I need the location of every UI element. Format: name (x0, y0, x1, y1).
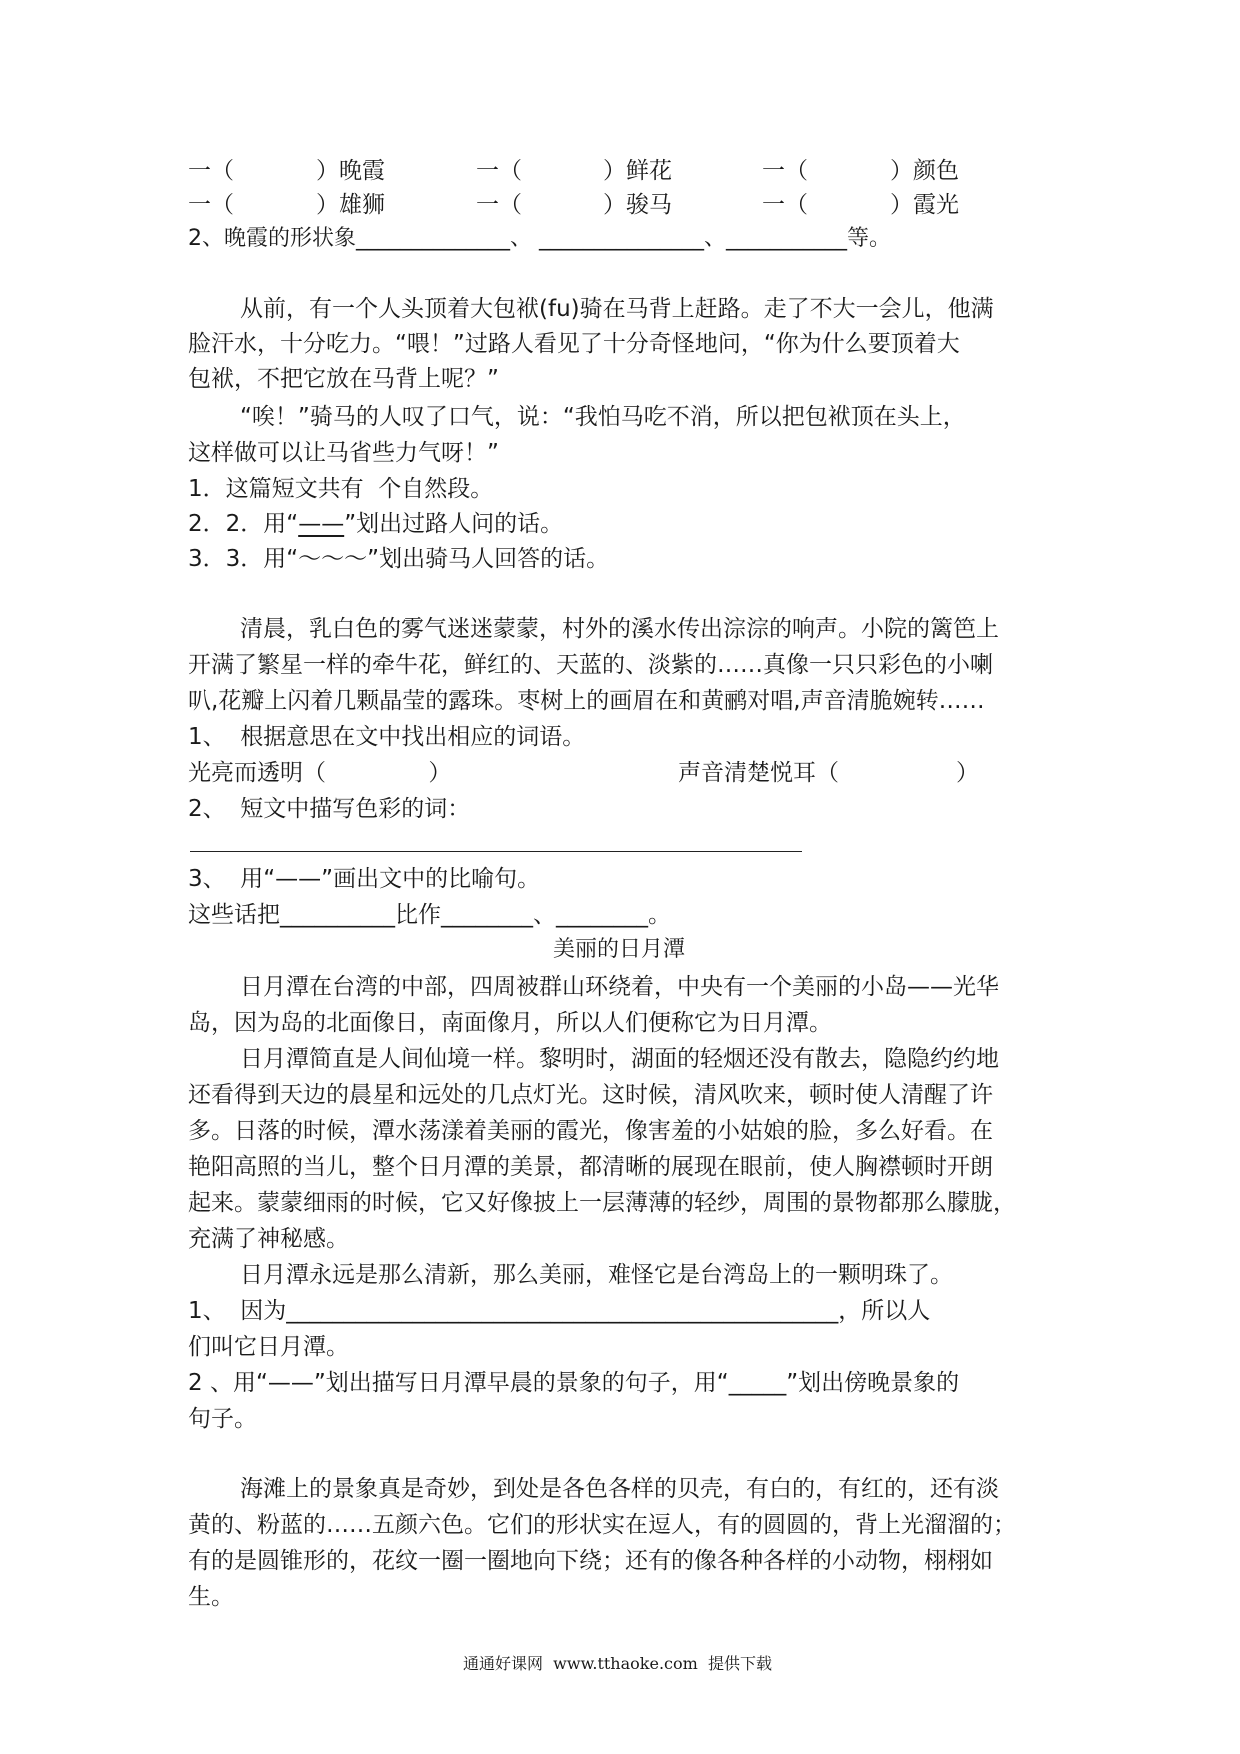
story-question-1: 1．这篇短文共有 个自然段。 (188, 476, 494, 502)
answer-line (190, 851, 802, 852)
story-question-2-text: 2．2．用“ (188, 511, 299, 537)
footer-credit: 通通好课网 www.tthaoke.com 提供下载 (463, 1654, 772, 1673)
sun-moon-lake-question-2-text-end: ”划出傍晚景象的 (786, 1370, 960, 1396)
measure-word-row1-blank1-open: 一（ (188, 158, 234, 184)
measure-word-row2-noun1: ）雄狮 (316, 192, 385, 218)
sun-moon-lake-paragraph-line: 充满了神秘感。 (188, 1226, 349, 1252)
morning-paragraph-line: 开满了繁星一样的牵牛花，鲜红的、天蓝的、淡紫的……真像一只只彩色的小喇 (188, 652, 993, 678)
sun-moon-lake-question-1: 1、 因为________________________________________________，所以人 (188, 1298, 931, 1324)
story-question-2-text-end: ”划出过路人问的话。 (344, 511, 564, 537)
sun-moon-lake-question-1-cont: 们叫它日月潭。 (188, 1334, 349, 1360)
passage-title: 美丽的日月潭 (553, 937, 686, 962)
beach-paragraph-line: 生。 (188, 1584, 234, 1610)
measure-word-row1-noun1: ）晚霞 (316, 158, 385, 184)
story-paragraph-line: 从前，有一个人头顶着大包袱(fu)骑在马背上赶路。走了不大一会儿，他满 (240, 296, 994, 322)
sun-moon-lake-question-2-cont: 句子。 (188, 1406, 257, 1432)
sun-moon-lake-question-2 (188, 1366, 959, 1400)
morning-question-3: 3、 用“——”画出文中的比喻句。 (188, 866, 541, 892)
sun-moon-lake-paragraph-line: 多。日落的时候，潭水荡漾着美丽的霞光，像害羞的小姑娘的脸，多么好看。在 (188, 1118, 993, 1144)
story-paragraph-line: 包袱，不把它放在马背上呢？” (188, 366, 499, 392)
morning-question-1-left: 光亮而透明（ ） (188, 760, 452, 786)
morning-paragraph-line: 叭,花瓣上闪着几颗晶莹的露珠。枣树上的画眉在和黄鹂对唱,声音清脆婉转…… (188, 688, 985, 714)
measure-word-row1-noun2: ）鲜花 (603, 158, 672, 184)
measure-word-row2-noun2: ）骏马 (603, 192, 672, 218)
sun-moon-lake-paragraph-line: 艳阳高照的当儿，整个日月潭的美景，都清晰的展现在眼前，使人胸襟顿时开朗 (188, 1154, 993, 1180)
story-question-3: 3．3．用“～～～”划出骑马人回答的话。 (188, 546, 610, 572)
underline-mark: _____ (728, 1370, 787, 1396)
measure-word-row1-blank3-open: 一（ (762, 158, 808, 184)
story-paragraph-line: 这样做可以让马省些力气呀！” (188, 440, 499, 466)
measure-word-row2-blank2-open: 一（ (476, 192, 522, 218)
beach-paragraph-line: 有的是圆锥形的，花纹一圈一圈地向下绕；还有的像各种各样的小动物，栩栩如 (188, 1548, 993, 1574)
sunset-shape-question: 2、晚霞的形状象______________、 _______________、___________等。 (188, 226, 891, 251)
sun-moon-lake-paragraph-line: 岛，因为岛的北面像日，南面像月，所以人们便称它为日月潭。 (188, 1010, 832, 1036)
sun-moon-lake-paragraph-line: 还看得到天边的晨星和远处的几点灯光。这时候，清风吹来，顿时使人清醒了许 (188, 1082, 993, 1108)
measure-word-row2-blank1-open: 一（ (188, 192, 234, 218)
measure-word-row2-noun3: ）霞光 (890, 192, 959, 218)
measure-word-row2-blank3-open: 一（ (762, 192, 808, 218)
sun-moon-lake-paragraph-line: 日月潭永远是那么清新，那么美丽，难怪它是台湾岛上的一颗明珠了。 (240, 1262, 953, 1288)
measure-word-row1-blank2-open: 一（ (476, 158, 522, 184)
beach-paragraph-line: 黄的、粉蓝的……五颜六色。它们的形状实在逗人，有的圆圆的，背上光溜溜的； (188, 1512, 1016, 1538)
sun-moon-lake-paragraph-line: 日月潭简直是人间仙境一样。黎明时，湖面的轻烟还没有散去，隐隐约约地 (240, 1046, 999, 1072)
morning-question-1: 1、 根据意思在文中找出相应的词语。 (188, 724, 586, 750)
story-paragraph-line: “唉！”骑马的人叹了口气，说：“我怕马吃不消，所以把包袱顶在头上， (240, 404, 966, 430)
sun-moon-lake-question-2-text: 2 、用“——”划出描写日月潭早晨的景象的句子，用“ (188, 1370, 729, 1396)
morning-question-2: 2、 短文中描写色彩的词： (188, 796, 471, 822)
morning-question-1-right: 声音清楚悦耳（ ） (678, 760, 979, 786)
morning-paragraph-line: 清晨，乳白色的雾气迷迷蒙蒙，村外的溪水传出淙淙的响声。小院的篱笆上 (240, 616, 999, 642)
story-paragraph-line: 脸汗水，十分吃力。“喂！”过路人看见了十分奇怪地问，“你为什么要顶着大 (188, 331, 960, 357)
underline-mark: —— (298, 511, 345, 537)
morning-question-3-fill: 这些话把__________比作________、________。 (188, 902, 671, 928)
beach-paragraph-line: 海滩上的景象真是奇妙，到处是各色各样的贝壳，有白的，有红的，还有淡 (240, 1476, 999, 1502)
measure-word-row1-noun3: ）颜色 (890, 158, 959, 184)
story-question-2 (188, 507, 563, 541)
sun-moon-lake-paragraph-line: 起来。蒙蒙细雨的时候，它又好像披上一层薄薄的轻纱，周围的景物都那么朦胧， (188, 1190, 1016, 1216)
sun-moon-lake-paragraph-line: 日月潭在台湾的中部，四周被群山环绕着，中央有一个美丽的小岛——光华 (240, 974, 999, 1000)
